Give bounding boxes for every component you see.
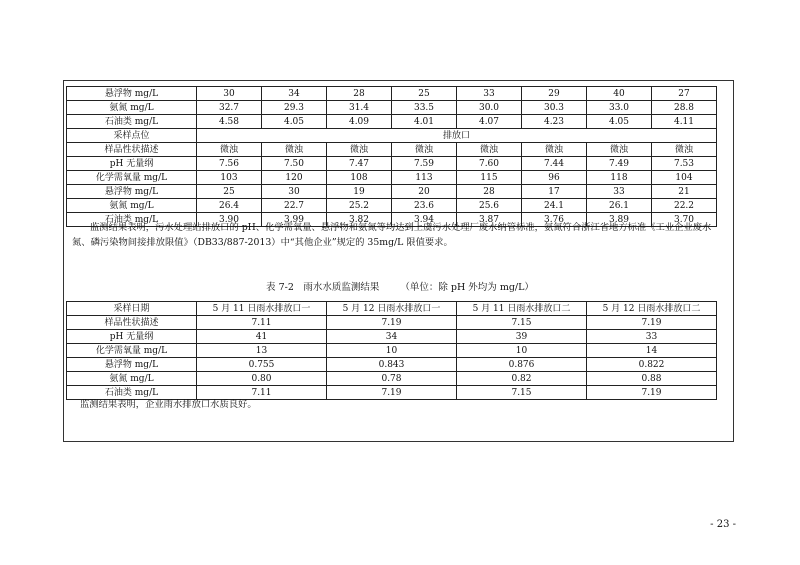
cell: 34 <box>262 87 327 101</box>
cell: 3.99 <box>262 213 327 227</box>
row-label: 悬浮物 mg/L <box>67 185 197 199</box>
row-label: 氨氮 mg/L <box>67 372 197 386</box>
cell: 27 <box>652 87 717 101</box>
cell: 4.23 <box>522 115 587 129</box>
table-header-row <box>67 302 717 316</box>
cell: 4.01 <box>392 115 457 129</box>
cell: 0.822 <box>587 358 717 372</box>
cell: 微浊 <box>587 143 652 157</box>
cell: 23.6 <box>392 199 457 213</box>
table2-caption <box>0 279 800 293</box>
cell: 微浊 <box>457 143 522 157</box>
cell: 4.09 <box>327 115 392 129</box>
cell: 115 <box>457 171 522 185</box>
cell: 3.90 <box>197 213 262 227</box>
row-label: 石油类 mg/L <box>67 386 197 400</box>
table-row <box>67 185 717 199</box>
header-label: 采样日期 <box>67 302 197 316</box>
cell: 3.94 <box>392 213 457 227</box>
cell: 微浊 <box>522 143 587 157</box>
table-row <box>67 171 717 185</box>
cell: 4.07 <box>457 115 522 129</box>
row-label: 氨氮 mg/L <box>67 199 197 213</box>
table-row <box>67 316 717 330</box>
cell: 0.876 <box>457 358 587 372</box>
cell: 34 <box>327 330 457 344</box>
cell: 0.843 <box>327 358 457 372</box>
cell: 41 <box>197 330 327 344</box>
cell: 25.2 <box>327 199 392 213</box>
column-header: 5 月 12 日雨水排放口一 <box>327 302 457 316</box>
cell: 3.76 <box>522 213 587 227</box>
cell: 108 <box>327 171 392 185</box>
cell: 7.11 <box>197 316 327 330</box>
cell: 0.82 <box>457 372 587 386</box>
wastewater-conclusion-paragraph: 监测结果表明，污水处理站排放口的 pH、化学需氧量、悬浮物和氨氮等均达到上虞污水处理厂废水纳管标准，氨氮符合浙江省地方标准《工业企业废水氮、磷污染物间接排放限值》（DB33/887-2013）中“其他企业”规定的 35mg/L 限值要求。 <box>72 222 712 248</box>
cell: 32.7 <box>197 101 262 115</box>
cell: 103 <box>197 171 262 185</box>
cell: 120 <box>262 171 327 185</box>
cell: 39 <box>457 330 587 344</box>
cell: 33.5 <box>392 101 457 115</box>
cell: 10 <box>457 344 587 358</box>
cell: 7.60 <box>457 157 522 171</box>
cell: 7.15 <box>457 386 587 400</box>
cell: 0.78 <box>327 372 457 386</box>
cell: 4.05 <box>262 115 327 129</box>
cell: 7.19 <box>327 316 457 330</box>
cell: 14 <box>587 344 717 358</box>
cell: 40 <box>587 87 652 101</box>
cell: 0.755 <box>197 358 327 372</box>
cell: 28 <box>457 185 522 199</box>
cell: 19 <box>327 185 392 199</box>
cell: 7.15 <box>457 316 587 330</box>
cell: 微浊 <box>197 143 262 157</box>
cell: 29.3 <box>262 101 327 115</box>
cell: 3.82 <box>327 213 392 227</box>
row-label: 悬浮物 mg/L <box>67 87 197 101</box>
cell: 30 <box>197 87 262 101</box>
cell: 微浊 <box>262 143 327 157</box>
cell: 3.87 <box>457 213 522 227</box>
cell: 0.80 <box>197 372 327 386</box>
cell: 30 <box>262 185 327 199</box>
cell: 31.4 <box>327 101 392 115</box>
column-header: 5 月 12 日雨水排放口二 <box>587 302 717 316</box>
row-label: 石油类 mg/L <box>67 213 197 227</box>
cell: 17 <box>522 185 587 199</box>
cell: 33.0 <box>587 101 652 115</box>
row-label: 样品性状描述 <box>67 316 197 330</box>
cell: 7.53 <box>652 157 717 171</box>
cell: 微浊 <box>652 143 717 157</box>
cell: 7.50 <box>262 157 327 171</box>
rainwater-conclusion-paragraph: 监测结果表明，企业雨水排放口水质良好。 <box>80 399 257 410</box>
cell: 33 <box>457 87 522 101</box>
row-label: 石油类 mg/L <box>67 115 197 129</box>
sample-point-value: 排放口 <box>197 129 717 143</box>
table-row <box>67 372 717 386</box>
cell: 25 <box>392 87 457 101</box>
cell: 7.19 <box>587 386 717 400</box>
cell: 7.11 <box>197 386 327 400</box>
table2-body <box>67 302 717 400</box>
table-row <box>67 87 717 101</box>
row-label: pH 无量纲 <box>67 330 197 344</box>
cell: 7.49 <box>587 157 652 171</box>
cell: 25 <box>197 185 262 199</box>
table-row <box>67 143 717 157</box>
cell: 30.3 <box>522 101 587 115</box>
table-row <box>67 129 717 143</box>
cell: 30.0 <box>457 101 522 115</box>
table-row <box>67 199 717 213</box>
cell: 4.11 <box>652 115 717 129</box>
cell: 13 <box>197 344 327 358</box>
cell: 26.1 <box>587 199 652 213</box>
cell: 118 <box>587 171 652 185</box>
cell: 4.05 <box>587 115 652 129</box>
cell: 26.4 <box>197 199 262 213</box>
cell: 3.70 <box>652 213 717 227</box>
row-label: 悬浮物 mg/L <box>67 358 197 372</box>
cell: 33 <box>587 185 652 199</box>
cell: 29 <box>522 87 587 101</box>
table-row <box>67 157 717 171</box>
table-row <box>67 344 717 358</box>
cell: 微浊 <box>327 143 392 157</box>
cell: 7.19 <box>587 316 717 330</box>
table1-body <box>67 87 717 227</box>
row-label: 化学需氧量 mg/L <box>67 171 197 185</box>
row-label: pH 无量纲 <box>67 157 197 171</box>
cell: 28 <box>327 87 392 101</box>
cell: 104 <box>652 171 717 185</box>
table-row <box>67 358 717 372</box>
table-row <box>67 101 717 115</box>
cell: 7.56 <box>197 157 262 171</box>
wastewater-monitoring-table <box>66 86 717 227</box>
cell: 21 <box>652 185 717 199</box>
table-row <box>67 330 717 344</box>
cell: 10 <box>327 344 457 358</box>
cell: 7.19 <box>327 386 457 400</box>
cell: 22.7 <box>262 199 327 213</box>
column-header: 5 月 11 日雨水排放口二 <box>457 302 587 316</box>
cell: 113 <box>392 171 457 185</box>
row-label: 样品性状描述 <box>67 143 197 157</box>
cell: 24.1 <box>522 199 587 213</box>
cell: 33 <box>587 330 717 344</box>
row-label: 氨氮 mg/L <box>67 101 197 115</box>
cell: 96 <box>522 171 587 185</box>
table-row <box>67 115 717 129</box>
table2-unit: （单位：除 pH 外均为 mg/L） <box>400 282 534 293</box>
rainwater-monitoring-table <box>66 301 717 400</box>
cell: 20 <box>392 185 457 199</box>
cell: 25.6 <box>457 199 522 213</box>
column-header: 5 月 11 日雨水排放口一 <box>197 302 327 316</box>
row-label: 采样点位 <box>67 129 197 143</box>
cell: 7.59 <box>392 157 457 171</box>
cell: 0.88 <box>587 372 717 386</box>
cell: 7.47 <box>327 157 392 171</box>
cell: 22.2 <box>652 199 717 213</box>
cell: 3.89 <box>587 213 652 227</box>
cell: 微浊 <box>392 143 457 157</box>
cell: 7.44 <box>522 157 587 171</box>
table2-title: 表 7-2 雨水水质监测结果 <box>266 282 380 293</box>
row-label: 化学需氧量 mg/L <box>67 344 197 358</box>
cell: 28.8 <box>652 101 717 115</box>
page-number: - 23 - <box>710 519 736 530</box>
cell: 4.58 <box>197 115 262 129</box>
